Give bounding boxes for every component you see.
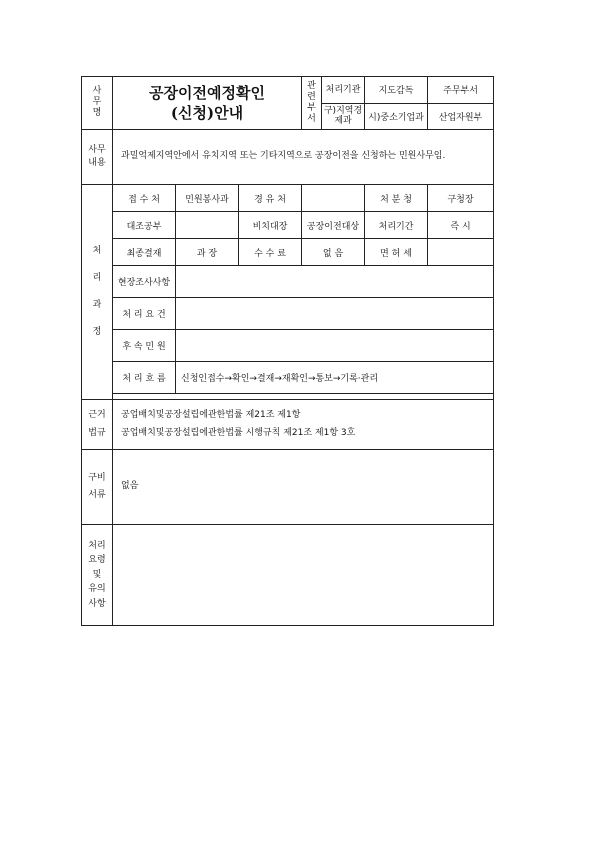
process-cell: 비치대장 — [239, 212, 302, 239]
required-docs-text: 없음 — [113, 450, 494, 525]
process-cell: 대조공부 — [113, 212, 176, 239]
required-docs-label: 구비 서류 — [82, 450, 113, 525]
dept-value-main: 산업자원부 — [428, 103, 494, 130]
work-content-text: 과밀억제지역안에서 유치지역 또는 기타지역으로 공장이전을 신청하는 민원사무임. — [113, 130, 494, 185]
flow-text: 신청인접수→확인→결재→재확인→통보→기록·관리 — [176, 362, 494, 394]
process-cell — [428, 239, 494, 266]
process-label: 처 리 과 정 — [82, 185, 113, 400]
process-cell: 과 장 — [176, 239, 239, 266]
notes-text — [113, 525, 494, 626]
flow-label: 처 리 흐 름 — [113, 362, 176, 394]
related-dept-label: 관 련 부 서 — [302, 77, 322, 129]
dept-value-processing: 구)지역경제과 — [323, 105, 363, 126]
page-title — [113, 77, 302, 130]
process-cell: 접 수 처 — [113, 185, 176, 212]
process-cell — [302, 185, 365, 212]
dept-header-processing: 처리기관 — [322, 77, 364, 104]
process-cell — [176, 212, 239, 239]
survey-label: 현장조사사항 — [113, 266, 176, 298]
followup-value — [176, 330, 494, 362]
survey-value — [176, 266, 494, 298]
process-cell: 최종결재 — [113, 239, 176, 266]
process-cell: 경 유 처 — [239, 185, 302, 212]
dept-value-supervision: 시)중소기업과 — [365, 103, 428, 130]
process-cell: 수 수 료 — [239, 239, 302, 266]
title-line-1: 공장이전예정확인 — [149, 83, 265, 102]
notes-label: 처리 요령 및 유의 사항 — [82, 525, 113, 626]
document-form — [81, 76, 493, 626]
requirements-value — [176, 298, 494, 330]
process-cell: 면 허 세 — [365, 239, 428, 266]
process-cell: 공장이전대상 — [302, 212, 365, 239]
title-line-2: (신청)안내 — [170, 104, 244, 122]
requirements-label: 처 리 요 건 — [113, 298, 176, 330]
followup-label: 후 속 민 원 — [113, 330, 176, 362]
work-content-label: 사무 내용 — [82, 130, 113, 185]
process-cell: 처리기간 — [365, 212, 428, 239]
process-cell: 없 음 — [302, 239, 365, 266]
process-cell: 즉 시 — [428, 212, 494, 239]
legal-basis-label: 근거 법규 — [82, 400, 113, 450]
process-cell: 민원봉사과 — [176, 185, 239, 212]
guide-table — [81, 76, 494, 626]
dept-header-main: 주무부서 — [428, 77, 494, 104]
side-label-saumyeong: 사 무 명 — [82, 77, 113, 130]
dept-header-supervision: 지도감독 — [365, 77, 428, 104]
legal-line: 공업배치및공장설립에관한법률 시행규칙 제21조 제1항 3호 — [121, 427, 356, 438]
process-cell: 구청장 — [428, 185, 494, 212]
legal-line: 공업배치및공장설립에관한법률 제21조 제1항 — [121, 410, 301, 421]
process-cell: 처 분 청 — [365, 185, 428, 212]
